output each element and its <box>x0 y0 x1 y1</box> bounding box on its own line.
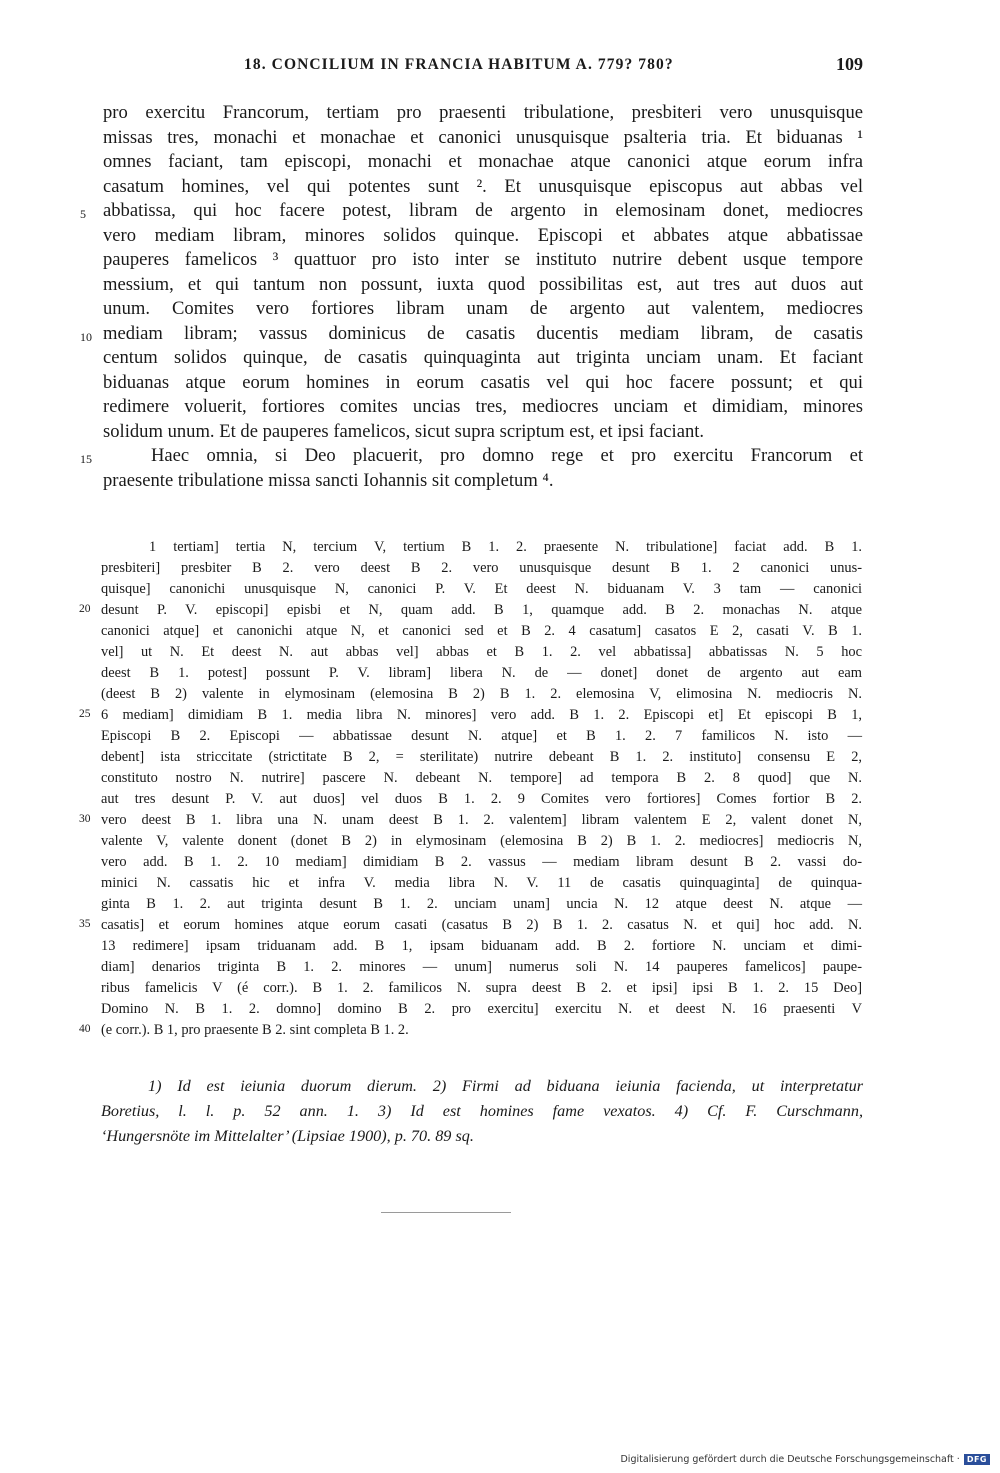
apparatus-line: valente V, valente donent (donet B 2) in elymosinam (elemosina B 2) B 1. 2. mediocres] mediocris N, <box>101 833 862 849</box>
main-line: redimere voluerit, fortiores comites uncias tres, mediocres unciam et dimidiam, minores <box>103 396 863 417</box>
main-line: unum. Comites vero fortiores libram unam de argento aut valentem, mediocres <box>103 298 863 319</box>
line-number: 5 <box>80 207 86 221</box>
digitization-notice <box>620 1454 990 1465</box>
apparatus-line: 6 mediam] dimidiam B 1. media libra N. minores] vero add. B 1. 2. Episcopi et] Et episcopi B 1, <box>101 707 862 723</box>
footnote-line: Boretius, l. l. p. 52 ann. 1. 3) Id est homines fame vexatos. 4) Cf. F. Curschmann, <box>101 1102 863 1120</box>
main-line: messium, et qui tantum non possunt, iuxta quod possibilitas est, aut tres aut duos aut <box>103 274 863 295</box>
footnote-line: ‘Hungersnöte im Mittelalter’ (Lipsiae 1900), p. 70. 89 sq. <box>101 1127 474 1145</box>
page-number: 109 <box>836 54 863 74</box>
apparatus-line: casatis] et eorum homines atque eorum casati (casatus B 2) B 1. 2. casatus N. et qui] hoc add. N. <box>101 917 862 933</box>
main-line: mediam libram; vassus dominicus de casatis ducentis mediam libram, de casatis <box>103 323 863 344</box>
apparatus-line: Domino N. B 1. 2. domno] domino B 2. pro exercitu] exercitu N. et deest N. 16 praesenti V <box>101 1001 862 1017</box>
main-line: solidum unum. Et de pauperes famelicos, sicut supra scriptum est, et ipsi faciant. <box>103 421 705 442</box>
apparatus-line: 1 tertiam] tertia N, tercium V, tertium B 1. 2. praesente N. tribulatione] faciat add. B 1. <box>149 539 862 555</box>
line-number: 25 <box>79 708 91 720</box>
apparatus-line: quisque] canonichi unusquisque N, canonici P. V. Et deest N. biduanam V. 3 tam — canonici <box>101 581 862 597</box>
apparatus-line: 13 redimere] ipsam triduanam add. B 1, ipsam biduanam add. B 2. fortiore N. unciam et dimi- <box>101 938 862 954</box>
main-line: casatum homines, vel qui potentes sunt ². Et unusquisque episcopus aut abbas vel <box>103 176 863 197</box>
main-line: Haec omnia, si Deo placuerit, pro domno rege et pro exercitu Francorum et <box>151 445 863 466</box>
apparatus-line: vero add. B 1. 2. 10 mediam] dimidiam B 2. vassus — mediam libram desunt B 2. vassi do- <box>101 854 862 870</box>
main-line: centum solidos quinque, de casatis quinquaginta aut triginta unciam unam. Et faciant <box>103 347 863 368</box>
apparatus-line: desunt P. V. episcopi] episbi et N, quam add. B 1, quamque add. B 2. monachas N. atque <box>101 602 862 618</box>
main-line: vero mediam libram, minores solidos quinque. Episcopi et abbates atque abbatissae <box>103 225 863 246</box>
line-number: 40 <box>79 1023 91 1035</box>
apparatus-line: aut tres desunt P. V. aut duos] vel duos B 1. 2. 9 Comites vero fortiores] Comes fortior B 2. <box>101 791 862 807</box>
apparatus-line: canonici atque] et canonichi atque N, et canonici sed et B 2. 4 casatum] casatos E 2, casati V. B 1. <box>101 623 862 639</box>
running-title: 18. CONCILIUM IN FRANCIA HABITUM A. 779? 780? <box>244 56 674 73</box>
main-line: omnes faciant, tam episcopi, monachi et monachae atque canonici atque eorum infra <box>103 151 863 172</box>
apparatus-line: debent] ista striccitate (strictitate B 2, = sterilitate) nutrire debeant B 1. 2. instituto] consensu E 2, <box>101 749 862 765</box>
line-number: 20 <box>79 603 91 615</box>
line-number: 15 <box>80 452 92 466</box>
apparatus-line: ginta B 1. 2. aut triginta desunt B 1. 2. unciam unam] uncia N. 12 atque deest N. atque — <box>101 896 862 912</box>
running-header <box>0 56 1000 80</box>
main-line: pro exercitu Francorum, tertiam pro praesenti tribulatione, presbiteri vero unusquisque <box>103 102 863 123</box>
footnote-line: 1) Id est ieiunia duorum dierum. 2) Firmi ad biduana ieiunia facienda, ut interpretatur <box>148 1077 863 1095</box>
apparatus-line: vel] ut N. Et deest N. aut abbas vel] abbas et B 1. 2. vel abbatissa] abbatissas N. 5 hoc <box>101 644 862 660</box>
apparatus-line: presbiteri] presbiter B 2. vero deest B 2. vero unusquisque desunt B 1. 2 canonici unus- <box>101 560 862 576</box>
main-line: abbatissa, qui hoc facere potest, libram de argento in elemosinam donet, mediocres <box>103 200 863 221</box>
apparatus-line: (e corr.). B 1, pro praesente B 2. sint completa B 1. 2. <box>101 1022 409 1038</box>
line-number: 30 <box>79 813 91 825</box>
apparatus-line: vero deest B 1. libra una N. unam deest B 1. 2. valentem] libram valentem E 2, valent donet N, <box>101 812 862 828</box>
line-number: 10 <box>80 330 92 344</box>
end-rule <box>381 1212 511 1213</box>
main-line: biduanas atque eorum homines in eorum casatis vel qui hoc facere possunt; et qui <box>103 372 863 393</box>
apparatus-line: ribus famelicis V (é corr.). B 1. 2. familicos N. supra deest B 2. et ipsi] ipsi B 1. 2. 15 Deo] <box>101 980 862 996</box>
apparatus-line: deest B 1. potest] possunt P. V. libram] libera N. de — donet] donet de argento aut eam <box>101 665 862 681</box>
dfg-logo: DFG <box>964 1454 990 1465</box>
apparatus-line: constituto nostro N. nutrire] pascere N. debeant N. tempore] ad tempora B 2. 8 quod] que N. <box>101 770 862 786</box>
digitization-text: Digitalisierung gefördert durch die Deutsche Forschungsgemeinschaft · <box>620 1454 960 1465</box>
apparatus-line: Episcopi B 2. Episcopi — abbatissae desunt N. atque] et B 1. 2. 7 familicos N. isto — <box>101 728 862 744</box>
apparatus-line: (deest B 2) valente in elymosinam (elemosina B 2) B 1. 2. elemosina V, elimosina N. mediocris N. <box>101 686 862 702</box>
main-line: praesente tribulatione missa sancti Iohannis sit completum ⁴. <box>103 470 554 491</box>
apparatus-line: minici N. cassatis hic et infra V. media libra N. V. 11 de casatis quinquaginta] de quinqua- <box>101 875 862 891</box>
main-line: pauperes famelicos ³ quattuor pro isto inter se instituto nutrire debent usque tempore <box>103 249 863 270</box>
line-number: 35 <box>79 918 91 930</box>
main-line: missas tres, monachi et monachae et canonici unusquisque psalteria tria. Et biduanas ¹ <box>103 127 863 148</box>
apparatus-line: diam] denarios triginta B 1. 2. minores — unum] numerus soli N. 14 pauperes famelicos] paupe- <box>101 959 862 975</box>
